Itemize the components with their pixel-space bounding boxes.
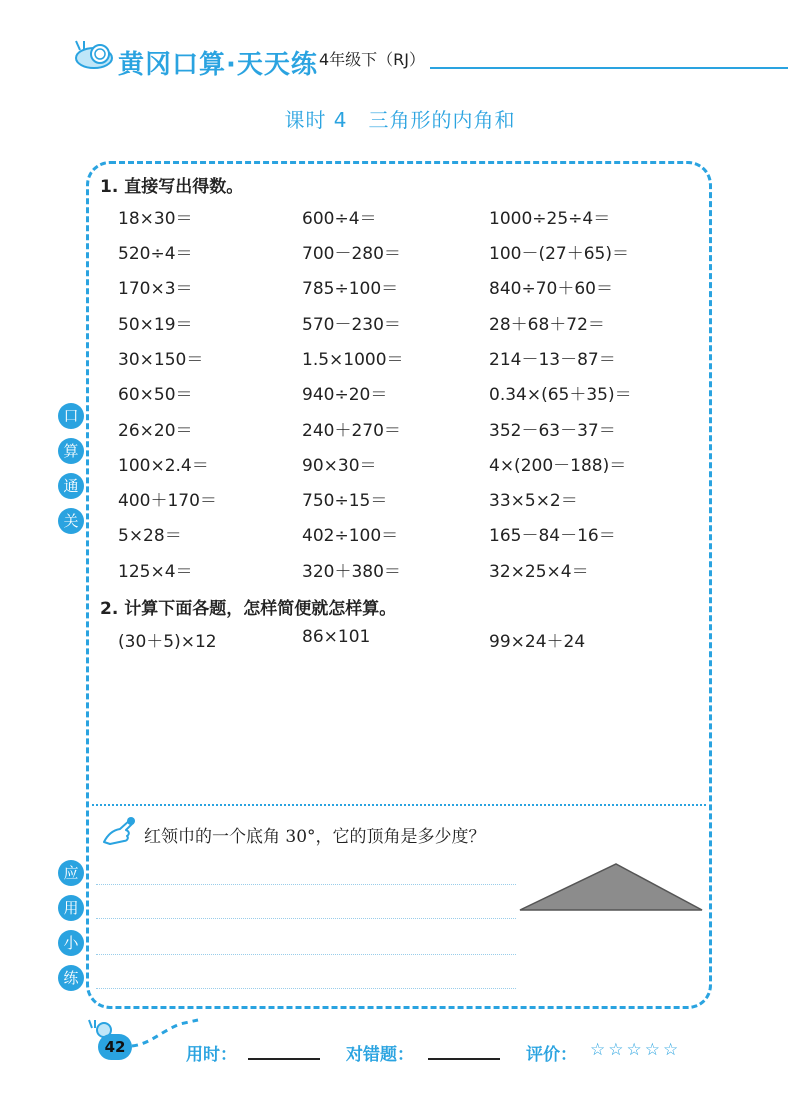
math-item: 28＋68＋72＝ [489,315,605,335]
math-item: 600÷4＝ [302,209,377,229]
rating-label: 评价： [526,1045,577,1065]
calc-item: (30＋5)×12 [118,632,217,652]
question-1-heading: 1. 直接写出得数。 [100,177,244,197]
math-item: 170×3＝ [118,279,193,299]
time-blank[interactable] [248,1058,320,1060]
calc-item: 86×101 [302,627,371,647]
math-item: 840÷70＋60＝ [489,279,613,299]
answer-line [96,988,516,989]
math-item: 32×25×4＝ [489,562,589,582]
math-item: 4×(200－188)＝ [489,456,627,476]
math-item: 165－84－16＝ [489,526,616,546]
math-item: 214－13－87＝ [489,350,616,370]
side-tag-char: 算 [58,438,84,464]
math-item: 50×19＝ [118,315,193,335]
side-tag-char: 练 [58,965,84,991]
errors-label: 对错题： [346,1045,414,1065]
math-item: 320＋380＝ [302,562,401,582]
math-item: 30×150＝ [118,350,204,370]
math-item: 18×30＝ [118,209,193,229]
lesson-title: 课时 4 三角形的内角和 [284,108,516,132]
math-item: 750÷15＝ [302,491,388,511]
math-item: 785÷100＝ [302,279,399,299]
math-item: 0.34×(65＋35)＝ [489,385,632,405]
side-tag-char: 通 [58,473,84,499]
math-item: 700－280＝ [302,244,401,264]
errors-blank[interactable] [428,1058,500,1060]
math-item: 240＋270＝ [302,421,401,441]
section-divider [92,804,706,806]
brand-title: 黄冈口算·天天练 [118,50,318,80]
math-item: 400＋170＝ [118,491,217,511]
application-question: 红领巾的一个底角 30°，它的顶角是多少度？ [144,827,486,847]
pointing-hand-icon [100,814,138,848]
red-scarf-triangle [516,860,706,914]
math-item: 26×20＝ [118,421,193,441]
snail-logo-icon [72,38,120,70]
math-item: 940÷20＝ [302,385,388,405]
side-tag-char: 口 [58,403,84,429]
answer-line [96,954,516,955]
math-item: 5×28＝ [118,526,182,546]
math-item: 90×30＝ [302,456,377,476]
math-item: 1.5×1000＝ [302,350,404,370]
answer-line [96,918,516,919]
calc-item: 99×24＋24 [489,632,586,652]
math-item: 60×50＝ [118,385,193,405]
math-item: 33×5×2＝ [489,491,578,511]
side-tag-char: 用 [58,895,84,921]
math-item: 352－63－37＝ [489,421,616,441]
header-rule [430,67,788,69]
math-item: 125×4＝ [118,562,193,582]
side-tag-char: 应 [58,860,84,886]
rating-stars[interactable]: ☆☆☆☆☆ [590,1040,682,1060]
math-item: 100－(27＋65)＝ [489,244,629,264]
side-tag-char: 小 [58,930,84,956]
answer-line [96,884,516,885]
math-item: 100×2.4＝ [118,456,209,476]
page-number: 42 [98,1034,132,1060]
question-2-heading: 2. 计算下面各题，怎样简便就怎样算。 [100,599,397,619]
math-item: 1000÷25÷4＝ [489,209,611,229]
grade-label: 4年级下（RJ） [319,50,426,69]
math-item: 402÷100＝ [302,526,399,546]
math-item: 570－230＝ [302,315,401,335]
side-tag-char: 关 [58,508,84,534]
time-label: 用时： [186,1045,237,1065]
math-item: 520÷4＝ [118,244,193,264]
